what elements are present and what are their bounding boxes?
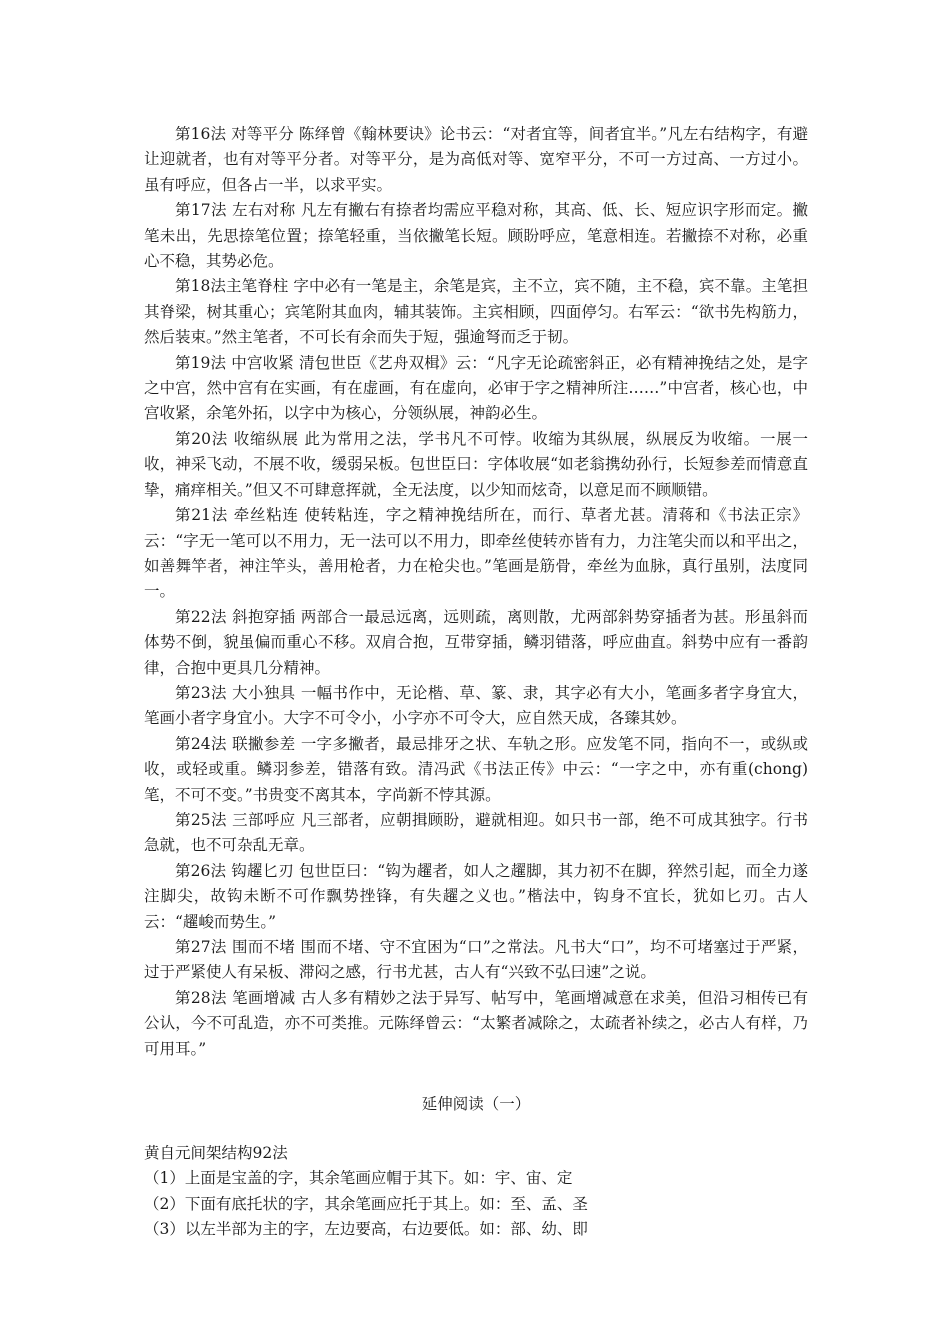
document-page — [144, 122, 808, 1243]
rule-28-paragraph: 第28法 笔画增减 古人多有精妙之法于异写、帖写中，笔画增减意在求美，但沿习相传已有公认，今不可乱造，亦不可类推。元陈绎曾云：“太繁者减除之，太疏者补续之，必古人有样，乃可用耳。” — [144, 988, 808, 1058]
list-heading: 黄自元间架结构92法 — [144, 1144, 288, 1163]
rule-17-paragraph: 第17法 左右对称 凡左有撇右有捺者均需应平稳对称，其高、低、长、短应识字形而定。撇笔未出，先思捺笔位置；捺笔轻重，当依撇笔长短。顾盼呼应，笔意相连。若撇捺不对称，必重心不稳，其势必危。 — [144, 201, 808, 271]
rule-24-paragraph: 第24法 联撇参差 一字多撇者，最忌排牙之状、车轨之形。应发笔不同，指向不一，或纵或收，或轻或重。鳞羽参差，错落有致。清冯武《书法正传》中云：“一字之中，亦有重(chong)笔，不可不变。”书贵变不离其本，字尚新不悖其源。 — [144, 734, 808, 804]
rule-27-paragraph: 第27法 围而不堵 围而不堵、守不宜困为“口”之常法。凡书大“口”，均不可堵塞过于严紧，过于严紧使人有呆板、滞闷之感，行书尤甚，古人有“兴致不弘曰速”之说。 — [144, 938, 808, 982]
rule-18-paragraph: 第18法主笔脊柱 字中必有一笔是主，余笔是宾，主不立，宾不随，主不稳，宾不靠。主笔担其脊梁，树其重心；宾笔附其血肉，辅其装饰。主宾相顾，四面停匀。右军云：“欲书先构筋力，然后装束。”然主笔者，不可长有余而失于短，强逾弩而乏于韧。 — [144, 277, 808, 347]
rule-22-paragraph: 第22法 斜抱穿插 两部合一最忌远离，远则疏，离则散，尤两部斜势穿插者为甚。形虽斜而体势不倒，貌虽偏而重心不移。双肩合抱，互带穿插，鳞羽错落，呼应曲直。斜势中应有一番韵律，合抱中更具几分精神。 — [144, 607, 808, 677]
rule-23-paragraph: 第23法 大小独具 一幅书作中，无论楷、草、篆、隶，其字必有大小，笔画多者字身宜大，笔画小者字身宜小。大字不可令小，小字亦不可令大，应自然天成，各臻其妙。 — [144, 683, 808, 728]
rule-16-paragraph: 第16法 对等平分 陈绎曾《翰林要诀》论书云：“对者宜等，间者宜半。”凡左右结构字，有避让迎就者，也有对等平分者。对等平分，是为高低对等、宽窄平分，不可一方过高、一方过小。虽有呼应，但各占一半，以求平实。 — [144, 125, 808, 194]
list-item: （3）以左半部为主的字，左边要高，右边要低。如：部、幼、即 — [144, 1220, 588, 1239]
rule-26-paragraph: 第26法 钩趯匕刃 包世臣曰：“钩为趯者，如人之趯脚，其力初不在脚，猝然引起，而全力遂注脚尖，故钩未断不可作飘势挫锋，有失趯之义也。”楷法中，钩身不宜长，犹如匕刃。古人云：“趯峻而势生。” — [144, 861, 808, 931]
rule-20-paragraph: 第20法 收缩纵展 此为常用之法，学书凡不可悖。收缩为其纵展，纵展反为收缩。一展一收，神采飞动，不展不收，缓弱呆板。包世臣曰：字体收展“如老翁携幼孙行，长短参差而情意直挚，痛痒相关。”但又不可肆意挥就，全无法度，以少知而炫奇，以意足而不顾顺错。 — [144, 429, 808, 499]
rule-21-paragraph: 第21法 牵丝粘连 使转粘连，字之精神挽结所在，而行、草者尤甚。清蒋和《书法正宗》云：“字无一笔可以不用力，无一法可以不用力，即牵丝使转亦皆有力，力注笔尖而以和平出之，如善舞竿者，神注竿头，善用枪者，力在枪尖也。”笔画是筋骨，牵丝为血脉，真行虽别，法度同一。 — [144, 506, 808, 601]
rules-section — [144, 122, 808, 1062]
rule-19-paragraph: 第19法 中宫收紧 清包世臣《艺舟双楫》云：“凡字无论疏密斜正，必有精神挽结之处，是字之中宫，然中宫有在实画，有在虚画，有在虚向，必审于字之精神所注……”中宫者，核心也，中宫收紧，余笔外拓，以字中为核心，分领纵展，神韵必生。 — [144, 353, 808, 423]
list-item: （1）上面是宝盖的字，其余笔画应帽于其下。如：宇、宙、定 — [144, 1169, 573, 1188]
section-title: 延伸阅读（一） — [421, 1095, 531, 1114]
list-item: （2）下面有底托状的字，其余笔画应托于其上。如：至、孟、圣 — [144, 1194, 588, 1213]
rule-25-paragraph: 第25法 三部呼应 凡三部者，应朝揖顾盼，避就相迎。如只书一部，绝不可成其独字。行书急就，也不可杂乱无章。 — [144, 810, 808, 855]
reading-list — [144, 1141, 808, 1243]
